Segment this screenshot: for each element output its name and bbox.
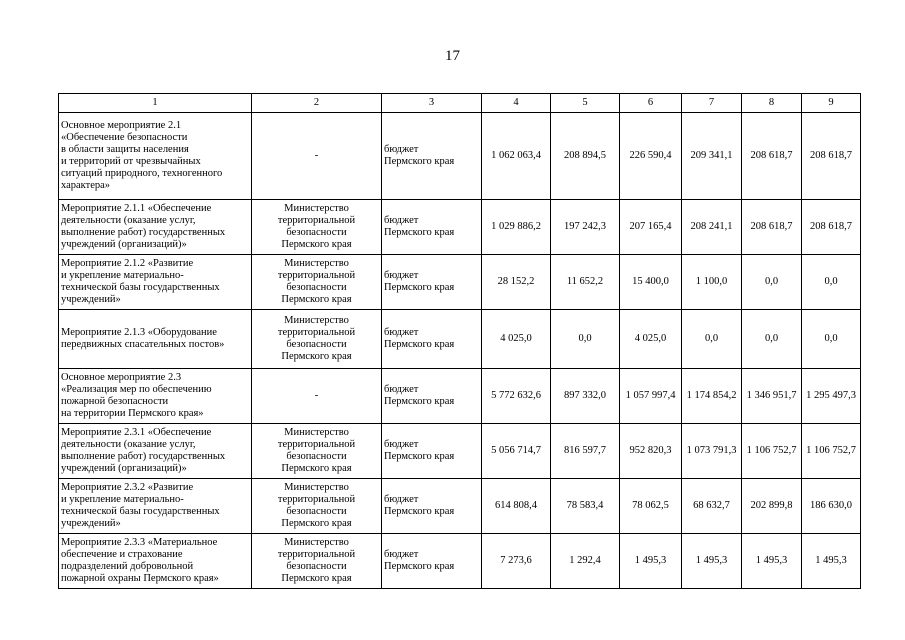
activity-name-cell: Мероприятие 2.1.3 «Оборудование передвижных спасательных постов» <box>59 310 252 369</box>
total-cell: 1 062 063,4 <box>482 113 551 200</box>
table-row <box>59 534 861 589</box>
column-header: 4 <box>482 94 551 113</box>
value-cell: 0,0 <box>682 310 742 369</box>
value-cell: 1 174 854,2 <box>682 369 742 424</box>
activity-name-cell: Мероприятие 2.3.1 «Обеспечение деятельности (оказание услуг, выполнение работ) государственных учреждений (организаций)» <box>59 424 252 479</box>
value-cell: 1 495,3 <box>620 534 682 589</box>
table-row <box>59 424 861 479</box>
value-cell: 1 106 752,7 <box>802 424 861 479</box>
page-number: 17 <box>445 48 460 64</box>
value-cell: 897 332,0 <box>551 369 620 424</box>
activity-name-cell: Мероприятие 2.1.1 «Обеспечение деятельности (оказание услуг, выполнение работ) государственных учреждений (организаций)» <box>59 200 252 255</box>
value-cell: 0,0 <box>802 310 861 369</box>
value-cell: 78 583,4 <box>551 479 620 534</box>
value-cell: 197 242,3 <box>551 200 620 255</box>
column-header: 3 <box>382 94 482 113</box>
total-cell: 5 056 714,7 <box>482 424 551 479</box>
column-header: 6 <box>620 94 682 113</box>
column-header: 7 <box>682 94 742 113</box>
total-cell: 4 025,0 <box>482 310 551 369</box>
value-cell: 202 899,8 <box>742 479 802 534</box>
column-header: 9 <box>802 94 861 113</box>
value-cell: 1 106 752,7 <box>742 424 802 479</box>
value-cell: 0,0 <box>551 310 620 369</box>
column-header: 8 <box>742 94 802 113</box>
value-cell: 1 346 951,7 <box>742 369 802 424</box>
activity-name-cell: Мероприятие 2.3.3 «Материальное обеспечение и страхование подразделений добровольной пожарной охраны Пермского края» <box>59 534 252 589</box>
funding-source-cell: бюджет Пермского края <box>382 534 482 589</box>
table-row <box>59 113 861 200</box>
value-cell: 1 100,0 <box>682 255 742 310</box>
total-cell: 5 772 632,6 <box>482 369 551 424</box>
value-cell: 208 241,1 <box>682 200 742 255</box>
executor-cell: Министерство территориальной безопасности Пермского края <box>252 534 382 589</box>
table-row <box>59 255 861 310</box>
value-cell: 208 618,7 <box>802 200 861 255</box>
funding-source-cell: бюджет Пермского края <box>382 200 482 255</box>
value-cell: 226 590,4 <box>620 113 682 200</box>
value-cell: 0,0 <box>742 255 802 310</box>
value-cell: 207 165,4 <box>620 200 682 255</box>
value-cell: 209 341,1 <box>682 113 742 200</box>
funding-source-cell: бюджет Пермского края <box>382 424 482 479</box>
executor-cell: Министерство территориальной безопасности Пермского края <box>252 479 382 534</box>
value-cell: 208 618,7 <box>742 200 802 255</box>
executor-cell: Министерство территориальной безопасности Пермского края <box>252 200 382 255</box>
value-cell: 1 057 997,4 <box>620 369 682 424</box>
executor-cell: - <box>252 113 382 200</box>
value-cell: 11 652,2 <box>551 255 620 310</box>
table-row <box>59 369 861 424</box>
funding-source-cell: бюджет Пермского края <box>382 369 482 424</box>
value-cell: 1 495,3 <box>682 534 742 589</box>
funding-source-cell: бюджет Пермского края <box>382 479 482 534</box>
total-cell: 7 273,6 <box>482 534 551 589</box>
table-row <box>59 479 861 534</box>
value-cell: 0,0 <box>802 255 861 310</box>
value-cell: 1 292,4 <box>551 534 620 589</box>
budget-table <box>58 93 861 589</box>
header-row <box>59 94 861 113</box>
funding-source-cell: бюджет Пермского края <box>382 255 482 310</box>
activity-name-cell: Основное мероприятие 2.1 «Обеспечение безопасности в области защиты населения и территорий от чрезвычайных ситуаций природного, техногенного характера» <box>59 113 252 200</box>
activity-name-cell: Мероприятие 2.3.2 «Развитие и укрепление материально- технической базы государственных учреждений» <box>59 479 252 534</box>
activity-name-cell: Основное мероприятие 2.3 «Реализация мер по обеспечению пожарной безопасности на территории Пермского края» <box>59 369 252 424</box>
value-cell: 816 597,7 <box>551 424 620 479</box>
executor-cell: Министерство территориальной безопасности Пермского края <box>252 255 382 310</box>
value-cell: 1 073 791,3 <box>682 424 742 479</box>
value-cell: 186 630,0 <box>802 479 861 534</box>
total-cell: 28 152,2 <box>482 255 551 310</box>
value-cell: 68 632,7 <box>682 479 742 534</box>
value-cell: 1 295 497,3 <box>802 369 861 424</box>
total-cell: 614 808,4 <box>482 479 551 534</box>
value-cell: 0,0 <box>742 310 802 369</box>
executor-cell: Министерство территориальной безопасности Пермского края <box>252 310 382 369</box>
value-cell: 78 062,5 <box>620 479 682 534</box>
total-cell: 1 029 886,2 <box>482 200 551 255</box>
table-row <box>59 310 861 369</box>
value-cell: 15 400,0 <box>620 255 682 310</box>
funding-source-cell: бюджет Пермского края <box>382 310 482 369</box>
activity-name-cell: Мероприятие 2.1.2 «Развитие и укрепление материально- технической базы государственных учреждений» <box>59 255 252 310</box>
value-cell: 1 495,3 <box>802 534 861 589</box>
funding-source-cell: бюджет Пермского края <box>382 113 482 200</box>
value-cell: 208 618,7 <box>742 113 802 200</box>
column-header: 2 <box>252 94 382 113</box>
column-header: 5 <box>551 94 620 113</box>
value-cell: 1 495,3 <box>742 534 802 589</box>
table-row <box>59 200 861 255</box>
value-cell: 208 894,5 <box>551 113 620 200</box>
value-cell: 952 820,3 <box>620 424 682 479</box>
value-cell: 4 025,0 <box>620 310 682 369</box>
value-cell: 208 618,7 <box>802 113 861 200</box>
executor-cell: - <box>252 369 382 424</box>
executor-cell: Министерство территориальной безопасности Пермского края <box>252 424 382 479</box>
column-header: 1 <box>59 94 252 113</box>
